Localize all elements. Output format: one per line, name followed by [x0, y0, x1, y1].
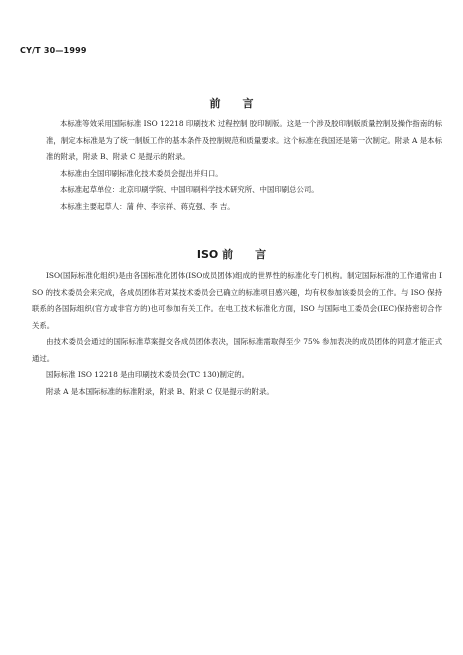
iso-paragraph-2: 由技术委员会通过的国际标准草案提交各成员团体表决，国际标准需取得至少 75% 参加表决的成员团体的同意才能正式通过。 — [32, 337, 442, 363]
preface-paragraph-3: 本标准起草单位：北京印刷学院、中国印刷科学技术研究所、中国印刷总公司。 — [60, 185, 319, 194]
preface-paragraph-2: 本标准由全国印刷标准化技术委员会提出并归口。 — [60, 168, 223, 178]
iso-preface-body — [32, 268, 442, 400]
preface-paragraph-1: 本标准等效采用国际标准 ISO 12218 印刷技术 过程控制 胶印制版。这是一个涉及胶印制版质量控制及操作指南的标准，制定本标准是为了统一制版工作的基本条件及控制规范和质量要求。这个标准在我国还是第一次制定。附录 A 是本标准的附录，附录 B、附录 C 是提示的附录。 — [46, 119, 442, 161]
iso-paragraph-4: 附录 A 是本国际标准的标准附录，附录 B、附录 C 仅是提示的附录。 — [46, 386, 274, 396]
standard-code: CY/T 30—1999 — [20, 46, 87, 55]
preface-title — [0, 95, 463, 111]
iso-title-left: ISO 前 — [196, 248, 234, 261]
iso-preface-title — [0, 246, 463, 262]
iso-paragraph-3: 国际标准 ISO 12218 是由印刷技术委员会(TC 130)制定的。 — [46, 370, 250, 379]
iso-title-right: 言 — [255, 248, 267, 261]
preface-title-left: 前 — [209, 97, 221, 110]
preface-paragraph-4: 本标准主要起草人：蒲 仲、李宗祥、蒋克强、李 吉。 — [60, 201, 235, 211]
preface-body — [46, 116, 442, 215]
iso-paragraph-1: ISO(国际标准化组织)是由各国标准化团体(ISO成员团体)组成的世界性的标准化专门机构。制定国际标准的工作通常由 ISO 的技术委员会来完成，各成员团体若对某技术委员会已确立的标准项目感兴趣，均有权参加该委员会的工作。与 ISO 保持联系的各国际组织(官方或非官方的)也可参加有关工作。在电工技术标准化方面，ISO 与国际电工委员会(IEC)保持密切合作关系。 — [32, 271, 442, 330]
preface-title-right: 言 — [242, 97, 254, 110]
